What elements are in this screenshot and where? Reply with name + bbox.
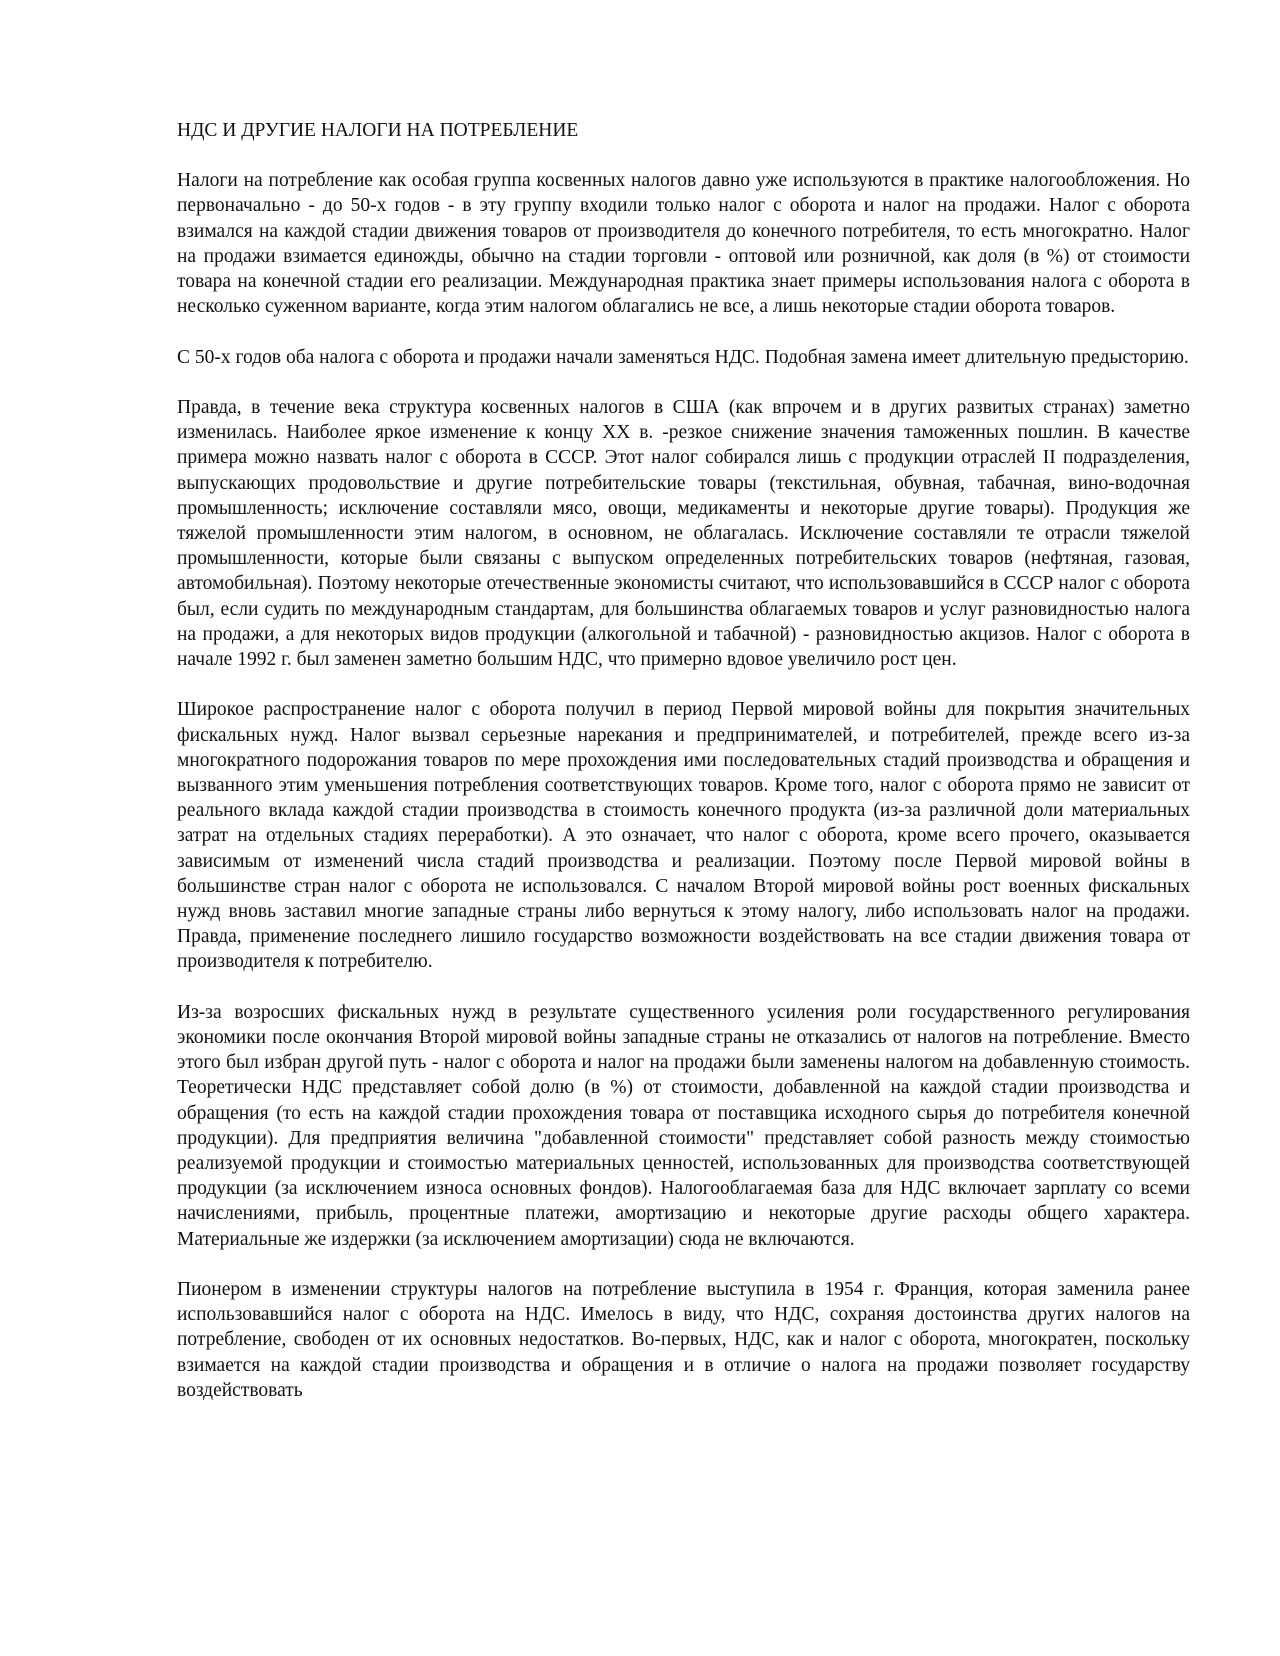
paragraph-5: Из-за возросших фискальных нужд в результате существенного усиления роли государственного регулирования экономики после окончания Второй мировой войны западные страны не отказались от налогов на потребление. Вместо этого был избран другой путь - налог с оборота и налог на продажи были заменены налогом на добавленную стоимость. Теоретически НДС представляет собой долю (в %) от стоимости, добавленной на каждой стадии производства и обращения (то есть на каждой стадии прохождения товара от поставщика исходного сырья до потребителя конечной продукции). Для предприятия величина "добавленной стоимости" представляет собой разность между стоимостью реализуемой продукции и стоимостью материальных ценностей, использованных для производства соответствующей продукции (за исключением износа основных фондов). Налогооблагаемая база для НДС включает зарплату со всеми начислениями, прибыль, процентные платежи, амортизацию и некоторые другие расходы общего характера. Материальные же издержки (за исключением амортизации) сюда не включаются. bbox=[177, 1001, 1190, 1250]
paragraph-2: С 50-х годов оба налога с оборота и продажи начали заменяться НДС. Подобная замена имеет длительную предысторию. bbox=[177, 346, 1189, 368]
paragraph-6: Пионером в изменении структуры налогов на потребление выступила в 1954 г. Франция, которая заменила ранее использовавшийся налог с оборота на НДС. Имелось в виду, что НДС, сохраняя достоинства других налогов на потребление, свободен от их основных недостатков. Во-первых, НДС, как и налог с оборота, многократен, поскольку взимается на каждой стадии производства и обращения и в отличие о налога на продажи позволяет государству воздействовать bbox=[177, 1279, 1190, 1401]
paragraph-3: Правда, в течение века структура косвенных налогов в США (как впрочем и в других развитых странах) заметно изменилась. Наиболее яркое изменение к концу XX в. -резкое снижение значения таможенных пошлин. В качестве примера можно назвать налог с оборота в СССР. Этот налог собирался лишь с продукции отраслей II подразделения, выпускающих продовольствие и другие потребительские товары (текстильная, обувная, табачная, вино-водочная промышленность; исключение составляли мясо, овощи, медикаменты и некоторые другие товары). Продукция же тяжелой промышленности этим налогом, в основном, не облагалась. Исключение составляли те отрасли тяжелой промышленности, которые были связаны с выпуском определенных потребительских товаров (нефтяная, газовая, автомобильная). Поэтому некоторые отечественные экономисты считают, что использовавшийся в СССР налог с оборота был, если судить по международным стандартам, для большинства облагаемых товаров и услуг разновидностью налога на продажи, а для некоторых видов продукции (алкогольной и табачной) - разновидностью акцизов. Налог с оборота в начале 1992 г. был заменен заметно большим НДС, что примерно вдовое увеличило рост цен. bbox=[177, 397, 1190, 671]
document-page bbox=[177, 118, 1190, 1428]
paragraph-4: Широкое распространение налог с оборота получил в период Первой мировой войны для покрытия значительных фискальных нужд. Налог вызвал серьезные нарекания и предпринимателей, и потребителей, прежде всего из-за многократного подорожания товаров по мере прохождения ими последовательных стадий производства и обращения и вызванного этим уменьшения потребления соответствующих товаров. Кроме того, налог с оборота прямо не зависит от реального вклада каждой стадии производства в стоимость конечного продукта (из-за различной доли материальных затрат на отдельных стадиях переработки). А это означает, что налог с оборота, кроме всего прочего, оказывается зависимым от изменений числа стадий производства и реализации. Поэтому после Первой мировой войны в большинстве стран налог с оборота не использовался. С началом Второй мировой войны рост военных фискальных нужд вновь заставил многие западные страны либо вернуться к этому налогу, либо использовать налог на продажи. Правда, применение последнего лишило государство возможности воздействовать на все стадии движения товара от производителя к потребителю. bbox=[177, 699, 1190, 973]
document-title: НДС И ДРУГИЕ НАЛОГИ НА ПОТРЕБЛЕНИЕ bbox=[177, 120, 579, 141]
paragraph-1: Налоги на потребление как особая группа косвенных налогов давно уже используются в практике налогообложения. Но первоначально - до 50-х годов - в эту группу входили только налог с оборота и налог на продажи. Налог с оборота взимался на каждой стадии движения товаров от производителя до конечного потребителя, то есть многократно. Налог на продажи взимается единожды, обычно на стадии торговли - оптовой или розничной, как доля (в %) от стоимости товара на конечной стадии его реализации. Международная практика знает примеры использования налога с оборота в несколько суженном варианте, когда этим налогом облагались не все, а лишь некоторые стадии оборота товаров. bbox=[177, 170, 1190, 318]
